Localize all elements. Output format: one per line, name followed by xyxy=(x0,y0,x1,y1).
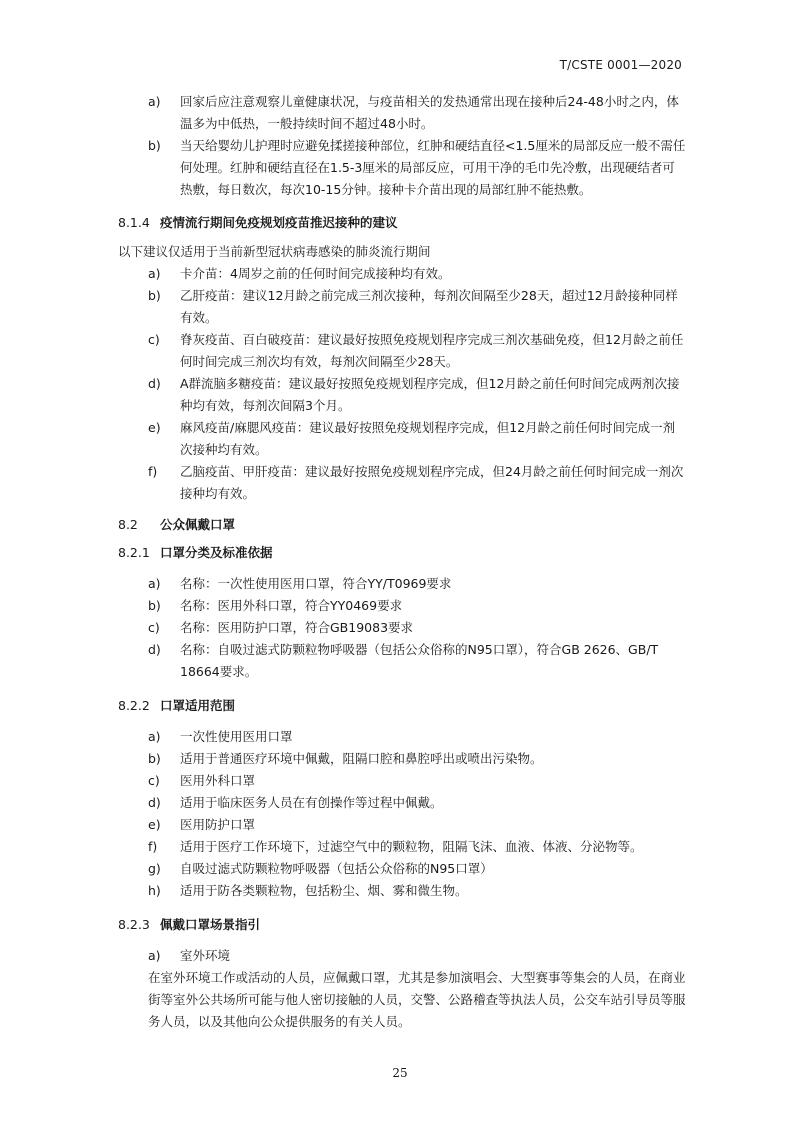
list-item-text: 室外环境 xyxy=(180,948,231,963)
list-marker: f) xyxy=(148,839,158,854)
section-number: 8.2.3 xyxy=(118,917,150,932)
list-marker: d) xyxy=(148,795,161,810)
section-title: 口罩适用范围 xyxy=(160,698,236,713)
list-marker: d) xyxy=(148,376,161,391)
list-item xyxy=(118,836,686,858)
list-item xyxy=(118,770,686,792)
list-marker: c) xyxy=(148,620,160,635)
list-marker: b) xyxy=(148,288,161,303)
list-item xyxy=(118,573,686,595)
list-marker: f) xyxy=(148,464,158,479)
page-number: 25 xyxy=(392,1066,408,1080)
list-item-text: 脊灰疫苗、百白破疫苗：建议最好按照免疫规划程序完成三剂次基础免疫，但12月龄之前任何时间完成三剂次均有效，每剂次间隔至少28天。 xyxy=(180,332,684,369)
list-item xyxy=(118,880,686,902)
list-marker: a) xyxy=(148,576,161,591)
list-block-mask-scenarios xyxy=(118,945,686,967)
list-item-text: 自吸过滤式防颗粒物呼吸器（包括公众俗称的N95口罩） xyxy=(180,861,493,876)
section-title: 口罩分类及标准依据 xyxy=(160,545,273,560)
section-heading-8-1-4 xyxy=(118,212,686,234)
list-block-post-vaccination xyxy=(118,91,686,201)
section-number: 8.2.2 xyxy=(118,698,150,713)
list-item-text: 适用于医疗工作环境下，过滤空气中的颗粒物，阻隔飞沫、血液、体液、分泌物等。 xyxy=(180,839,643,854)
list-item xyxy=(118,91,686,135)
list-marker: a) xyxy=(148,948,161,963)
section-heading-8-2-2 xyxy=(118,695,686,717)
section-number: 8.2 xyxy=(118,517,138,532)
list-item xyxy=(118,617,686,639)
list-item xyxy=(118,417,686,461)
list-marker: b) xyxy=(148,751,161,766)
list-item-text: 适用于临床医务人员在有创操作等过程中佩戴。 xyxy=(180,795,443,810)
list-item xyxy=(118,858,686,880)
section-heading-8-2-1 xyxy=(118,542,686,564)
scenario-paragraph: 在室外环境工作或活动的人员，应佩戴口罩，尤其是参加演唱会、大型赛事等集会的人员，在商业街等室外公共场所可能与他人密切接触的人员，交警、公路稽查等执法人员，公交车站引导员等服务人员，以及其他向公众提供服务的有关人员。 xyxy=(148,970,686,1029)
list-item-text: 回家后应注意观察儿童健康状况，与疫苗相关的发热通常出现在接种后24-48小时之内，体温多为中低热，一般持续时间不超过48小时。 xyxy=(180,94,679,131)
list-marker: e) xyxy=(148,420,161,435)
list-item xyxy=(118,792,686,814)
list-marker: a) xyxy=(148,729,161,744)
list-item xyxy=(118,639,686,683)
list-item xyxy=(118,285,686,329)
list-item-text: 一次性使用医用口罩 xyxy=(180,729,293,744)
list-item xyxy=(118,135,686,201)
list-item xyxy=(118,263,686,285)
section-title: 公众佩戴口罩 xyxy=(160,517,236,532)
list-item-text: 乙脑疫苗、甲肝疫苗：建议最好按照免疫规划程序完成，但24月龄之前任何时间完成一剂次接种均有效。 xyxy=(180,464,684,501)
list-marker: g) xyxy=(148,861,161,876)
list-marker: b) xyxy=(148,598,161,613)
list-item xyxy=(118,461,686,505)
list-item-text: 名称：医用防护口罩，符合GB19083要求 xyxy=(180,620,414,635)
section-title: 佩戴口罩场景指引 xyxy=(160,917,261,932)
list-item-text: 名称：一次性使用医用口罩，符合YY/T0969要求 xyxy=(180,576,452,591)
list-marker: a) xyxy=(148,94,161,109)
list-item xyxy=(118,748,686,770)
list-block-delayed-vaccination xyxy=(118,263,686,505)
list-block-mask-types xyxy=(118,573,686,683)
list-marker: c) xyxy=(148,773,160,788)
list-marker: b) xyxy=(148,138,161,153)
list-item-text: 乙肝疫苗：建议12月龄之前完成三剂次接种，每剂次间隔至少28天，超过12月龄接种同样有效。 xyxy=(180,288,678,325)
section-heading-8-2-3 xyxy=(118,914,686,936)
list-item-text: 名称：自吸过滤式防颗粒物呼吸器（包括公众俗称的N95口罩），符合GB 2626、GB/T 18664要求。 xyxy=(180,642,659,679)
list-item-text: A群流脑多糖疫苗：建议最好按照免疫规划程序完成，但12月龄之前任何时间完成两剂次接种均有效，每剂次间隔3个月。 xyxy=(180,376,680,413)
list-marker: d) xyxy=(148,642,161,657)
list-item xyxy=(118,945,686,967)
list-marker: e) xyxy=(148,817,161,832)
section-number: 8.1.4 xyxy=(118,215,150,230)
list-item xyxy=(118,814,686,836)
list-item-text: 医用防护口罩 xyxy=(180,817,256,832)
page-content xyxy=(118,91,686,1033)
list-item xyxy=(118,726,686,748)
list-item xyxy=(118,329,686,373)
list-item-text: 当天给婴幼儿护理时应避免揉搓接种部位，红肿和硬结直径<1.5厘米的局部反应一般不需任何处理。红肿和硬结直径在1.5-3厘米的局部反应，可用干净的毛巾先冷敷，出现硬结者可热敷，每日数次，每次10-15分钟。接种卡介苗出现的局部红肿不能热敷。 xyxy=(180,138,686,197)
list-item-text: 麻风疫苗/麻腮风疫苗：建议最好按照免疫规划程序完成，但12月龄之前任何时间完成一剂次接种均有效。 xyxy=(180,420,676,457)
list-item-text: 医用外科口罩 xyxy=(180,773,256,788)
list-marker: c) xyxy=(148,332,160,347)
list-item xyxy=(118,595,686,617)
list-marker: a) xyxy=(148,266,161,281)
list-marker: h) xyxy=(148,883,161,898)
list-item-text: 适用于普通医疗环境中佩戴，阻隔口腔和鼻腔呼出或喷出污染物。 xyxy=(180,751,543,766)
list-item-text: 适用于防各类颗粒物，包括粉尘、烟、雾和微生物。 xyxy=(180,883,468,898)
section-title: 疫情流行期间免疫规划疫苗推迟接种的建议 xyxy=(160,215,398,230)
list-item xyxy=(118,373,686,417)
list-item-text: 名称：医用外科口罩，符合YY0469要求 xyxy=(180,598,403,613)
list-item-text: 卡介苗：4周岁之前的任何时间完成接种均有效。 xyxy=(180,266,451,281)
list-block-mask-scope xyxy=(118,726,686,902)
document-code: T/CSTE 0001—2020 xyxy=(559,58,682,72)
section-number: 8.2.1 xyxy=(118,545,150,560)
section-heading-8-2 xyxy=(118,514,686,536)
section-intro: 以下建议仅适用于当前新型冠状病毒感染的肺炎流行期间 xyxy=(118,244,431,259)
